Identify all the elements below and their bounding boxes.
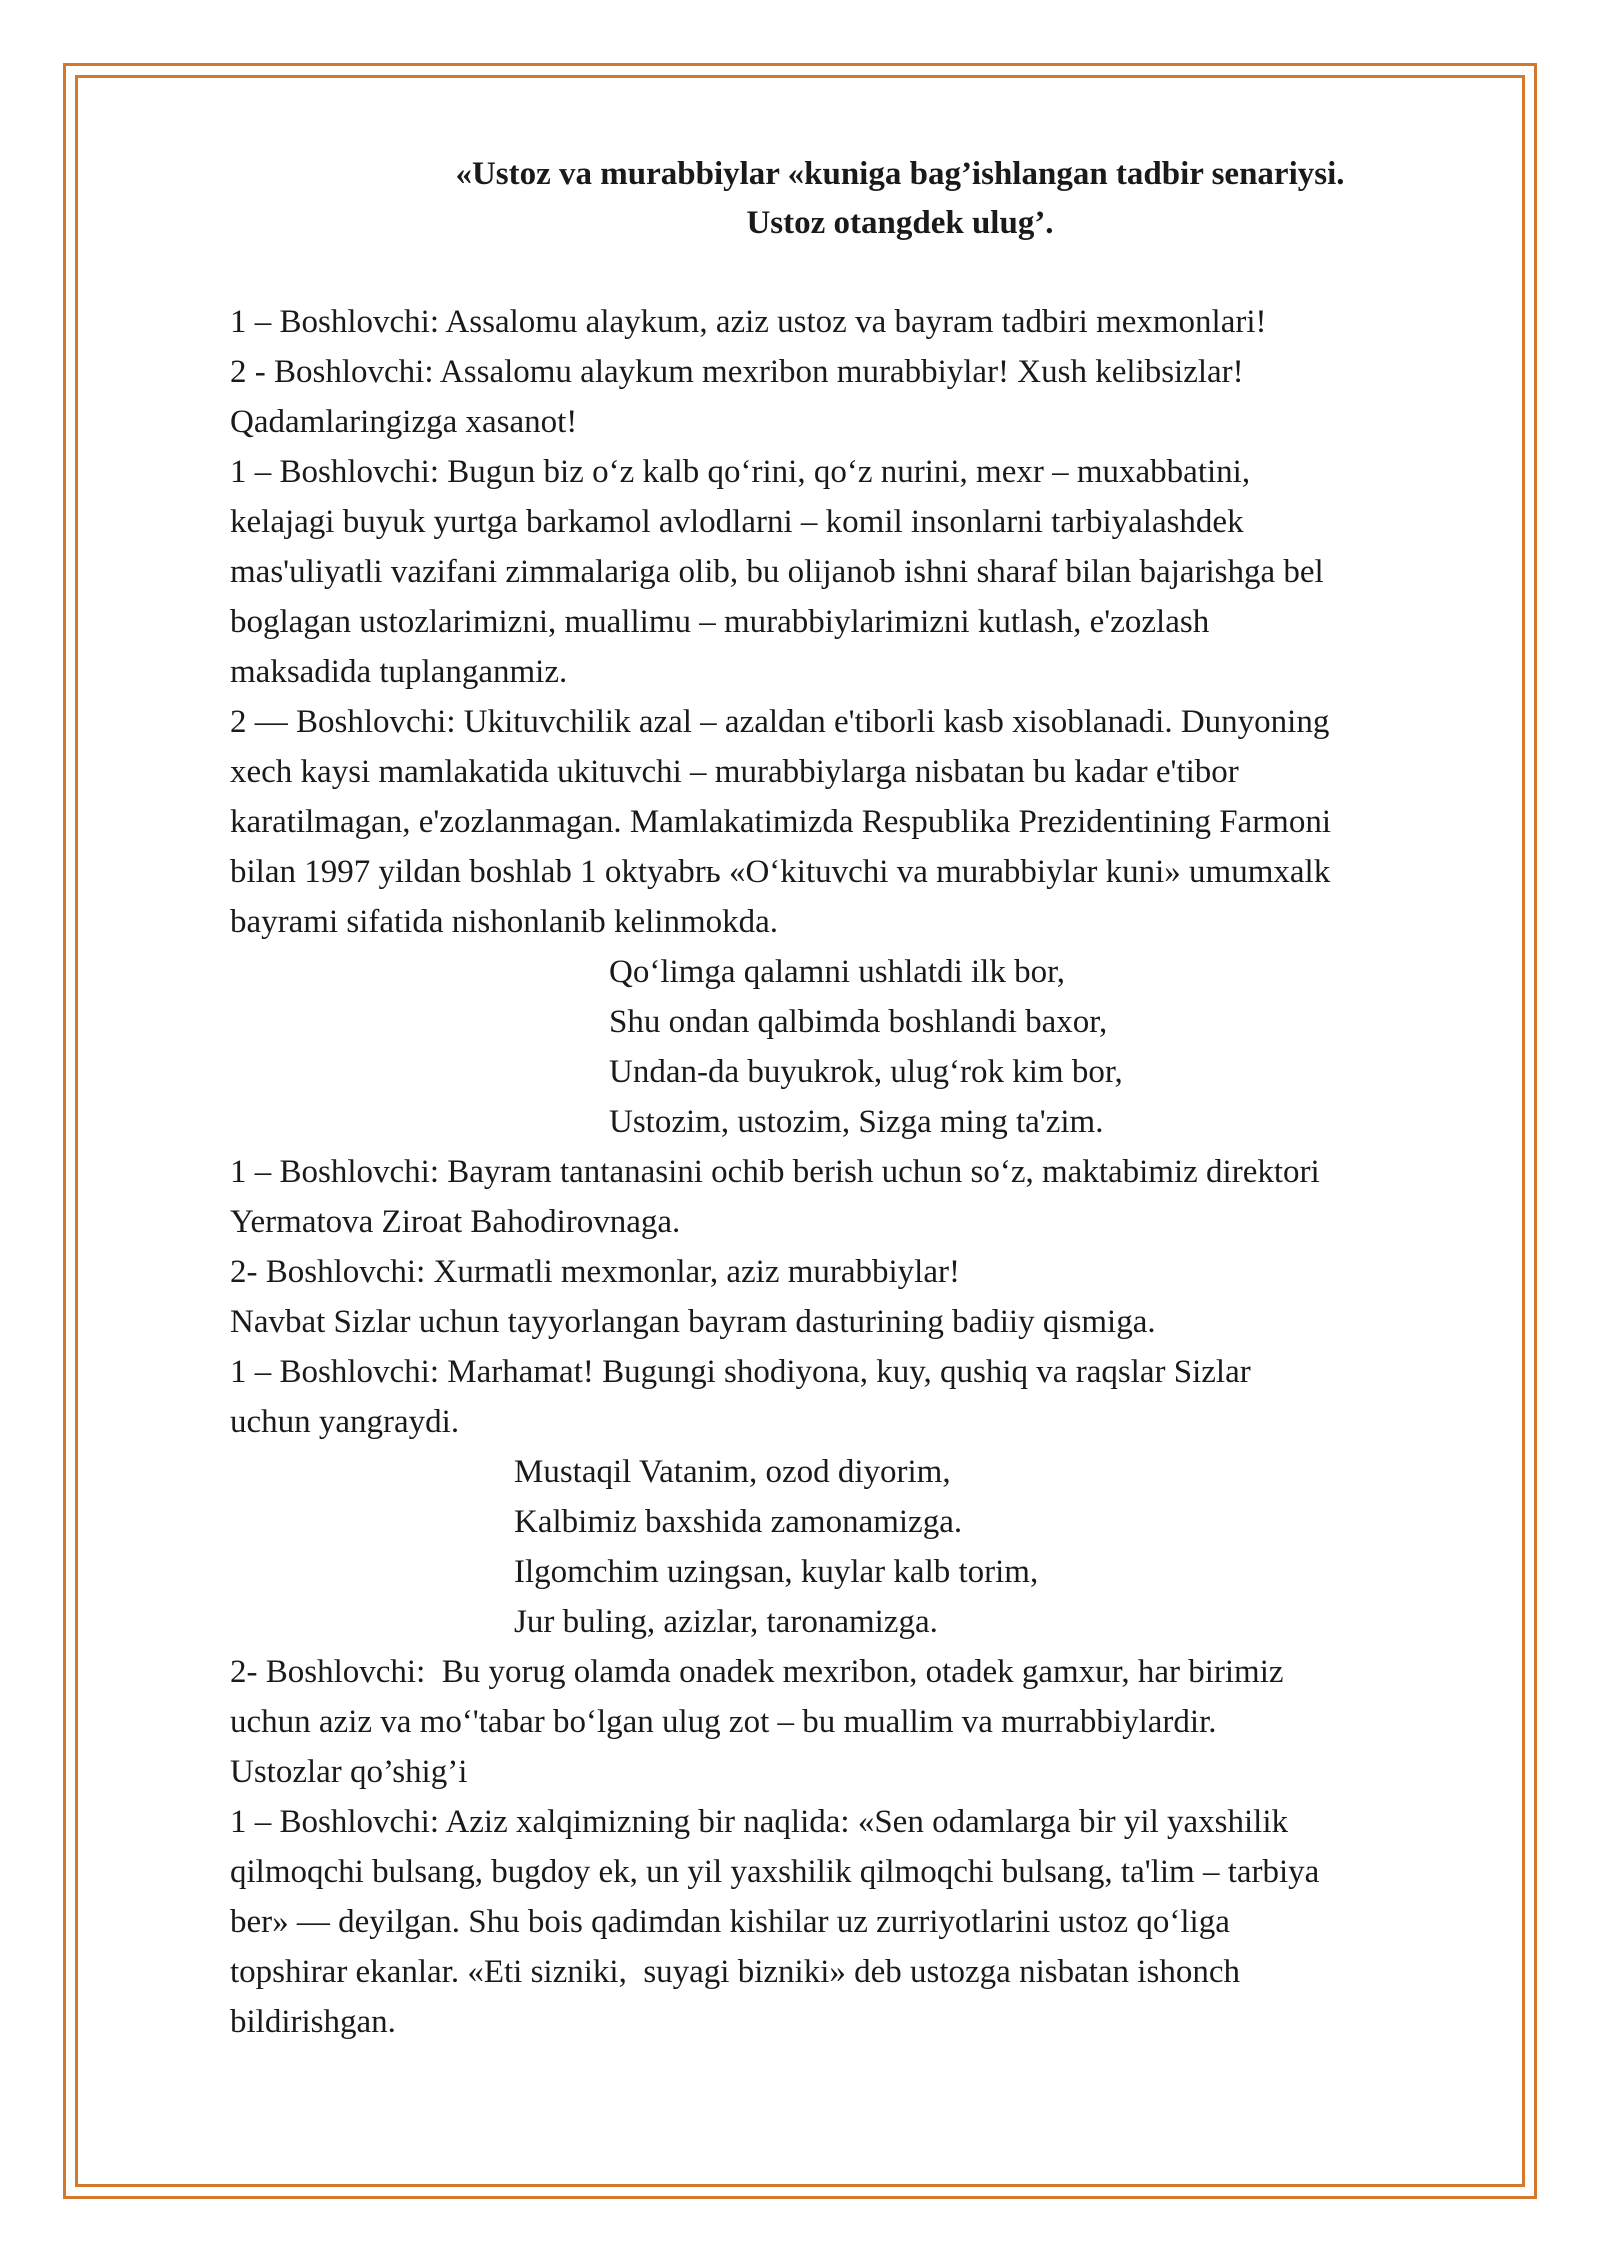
- text-line: maksadida tuplanganmiz.: [230, 654, 568, 690]
- text-line: Navbat Sizlar uchun tayyorlangan bayram dasturining badiiy qismiga.: [230, 1304, 1156, 1340]
- text-line: qilmoqchi bulsang, bugdoy ek, un yil yaxshilik qilmoqchi bulsang, ta'lim – tarbiya: [230, 1854, 1320, 1890]
- text-line: Ustozlar qo’shig’i: [230, 1754, 468, 1790]
- text-line: mas'uliyatli vazifani zimmalariga olib, bu olijanob ishni sharaf bilan bajarishga bel: [230, 554, 1324, 590]
- text-line: 2 - Boshlovchi: Assalomu alaykum mexribon murabbiylar! Xush kelibsizlar!: [230, 354, 1244, 390]
- text-line: 1 – Boshlovchi: Marhamat! Bugungi shodiyona, kuy, qushiq va raqslar Sizlar: [230, 1354, 1251, 1390]
- text-line: ber» — deyilgan. Shu bois qadimdan kishilar uz zurriyotlarini ustoz qo‘liga: [230, 1904, 1230, 1940]
- poem-line: Ustozim, ustozim, Sizga ming ta'zim.: [609, 1104, 1104, 1140]
- text-line: 1 – Boshlovchi: Bugun biz o‘z kalb qo‘rini, qo‘z nurini, mexr – muxabbatini,: [230, 454, 1251, 490]
- poem-line: Mustaqil Vatanim, ozod diyorim,: [514, 1454, 951, 1490]
- text-line: karatilmagan, e'zozlanmagan. Mamlakatimizda Respublika Prezidentining Farmoni: [230, 804, 1332, 840]
- title-line-2: Ustoz otangdek ulug’.: [746, 205, 1054, 241]
- text-line: 1 – Boshlovchi: Bayram tantanasini ochib berish uchun so‘z, maktabimiz direktori: [230, 1154, 1320, 1190]
- document-body: [230, 150, 1530, 2047]
- poem-line: Ilgomchim uzingsan, kuylar kalb torim,: [514, 1554, 1039, 1590]
- text-line: Qadamlaringizga xasanot!: [230, 404, 578, 440]
- title-line-1: «Ustoz va murabbiylar «kuniga bag’ishlangan tadbir senariysi.: [455, 156, 1345, 192]
- poem-line: Qo‘limga qalamni ushlatdi ilk bor,: [609, 954, 1066, 990]
- text-line: uchun yangraydi.: [230, 1404, 460, 1440]
- poem-line: Shu ondan qalbimda boshlandi baxor,: [609, 1004, 1108, 1040]
- text-line: 2- Boshlovchi: Bu yorug olamda onadek mexribon, otadek gamxur, har birimiz: [230, 1654, 1284, 1690]
- text-line: uchun aziz va mo‘'tabar bo‘lgan ulug zot – bu muallim va murrabbiylardir.: [230, 1704, 1217, 1740]
- text-line: 2- Boshlovchi: Xurmatli mexmonlar, aziz murabbiylar!: [230, 1254, 960, 1290]
- poem-line: Undan-da buyukrok, ulug‘rok kim bor,: [609, 1054, 1123, 1090]
- text-line: Yermatova Ziroat Bahodirovnaga.: [230, 1204, 681, 1240]
- text-line: 1 – Boshlovchi: Assalomu alaykum, aziz ustoz va bayram tadbiri mexmonlari!: [230, 304, 1267, 340]
- poem-line: Kalbimiz baxshida zamonamizga.: [514, 1504, 963, 1540]
- text-line: topshirar ekanlar. «Eti sizniki, suyagi bizniki» deb ustozga nisbatan ishonch: [230, 1954, 1240, 1990]
- text-line: bildirishgan.: [230, 2004, 396, 2040]
- text-line: 1 – Boshlovchi: Aziz xalqimizning bir naqlida: «Sen odamlarga bir yil yaxshilik: [230, 1804, 1288, 1840]
- text-line: kelajagi buyuk yurtga barkamol avlodlarni – komil insonlarni tarbiyalashdek: [230, 504, 1244, 540]
- text-line: 2 — Boshlovchi: Ukituvchilik azal – azaldan e'tiborli kasb xisoblanadi. Dunyoning: [230, 704, 1330, 740]
- text-line: bilan 1997 yildan boshlab 1 oktyabrь «O‘kituvchi va murabbiylar kuni» umumxalk: [230, 854, 1331, 890]
- scenario-text: [230, 297, 1530, 2047]
- text-line: boglagan ustozlarimizni, muallimu – murabbiylarimizni kutlash, e'zozlash: [230, 604, 1210, 640]
- text-line: bayrami sifatida nishonlanib kelinmokda.: [230, 904, 779, 940]
- text-line: xech kaysi mamlakatida ukituvchi – murabbiylarga nisbatan bu kadar e'tibor: [230, 754, 1239, 790]
- poem-line: Jur buling, azizlar, taronamizga.: [514, 1604, 938, 1640]
